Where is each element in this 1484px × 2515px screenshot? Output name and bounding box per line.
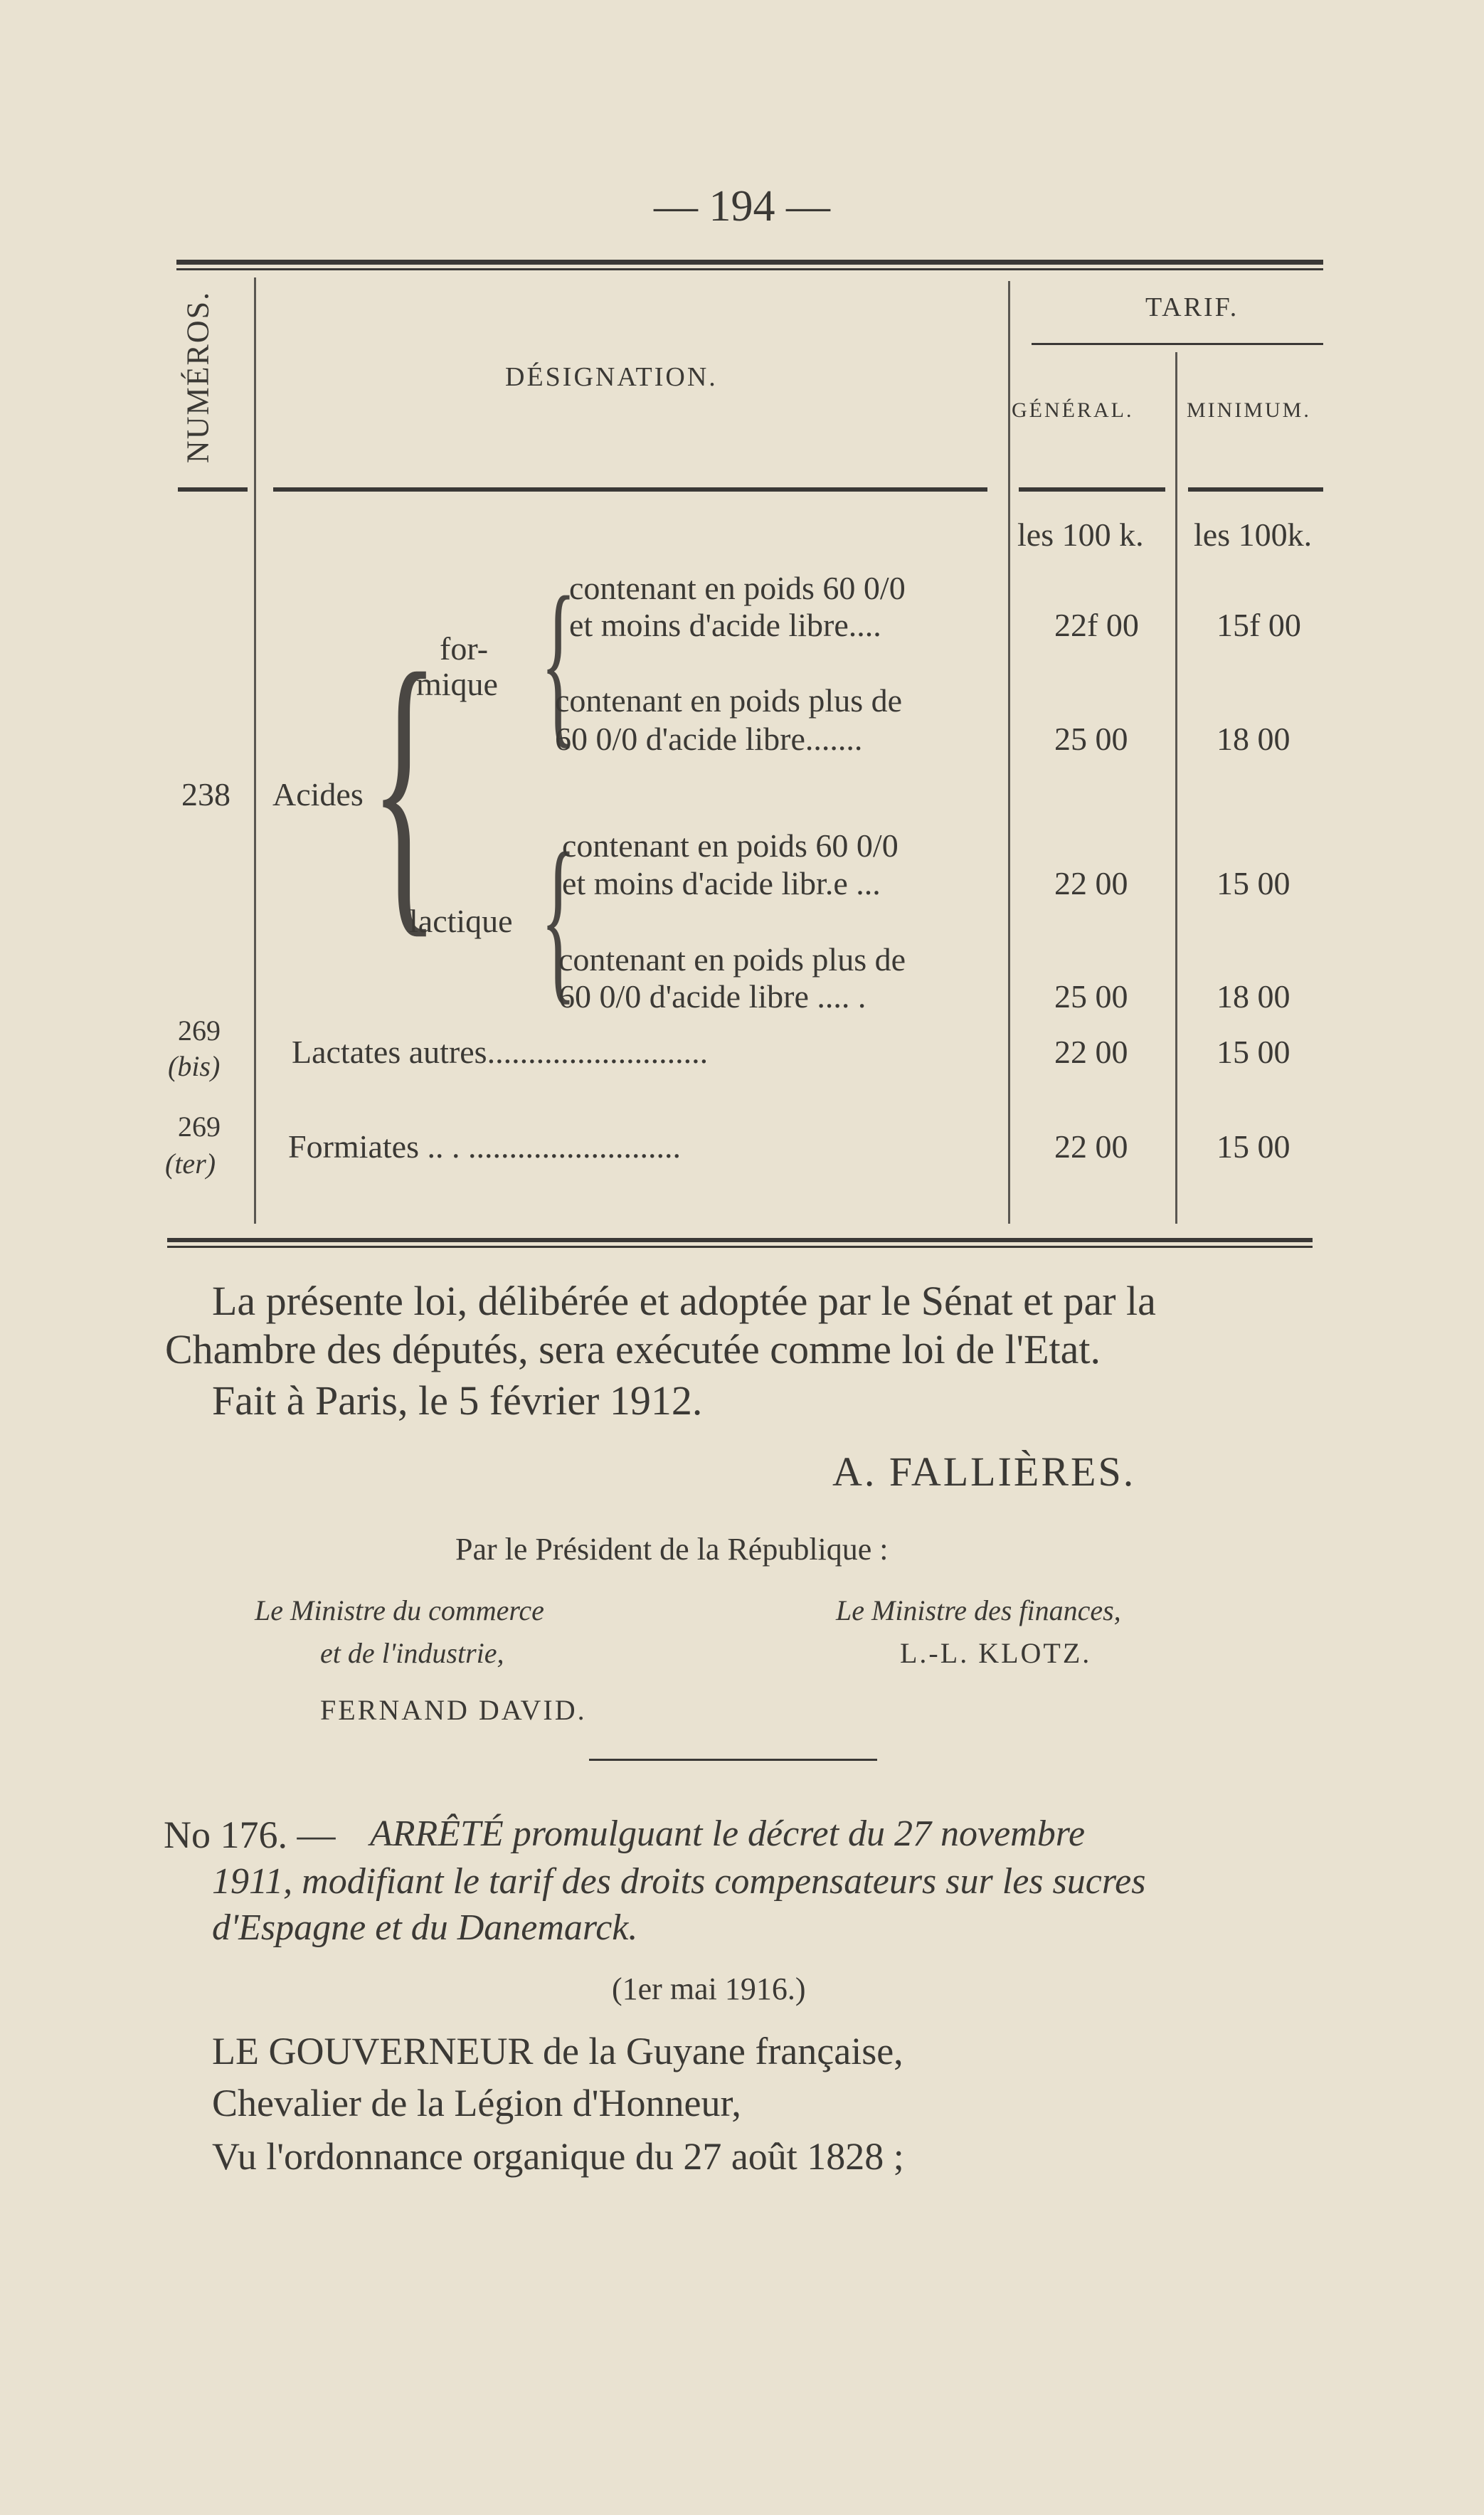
president-signature: A. FALLIÈRES. xyxy=(832,1449,1136,1495)
ordonnance-line: Vu l'ordonnance organique du 27 août 1828 ; xyxy=(212,2135,904,2178)
law-paragraph-line2: Chambre des députés, sera exécutée comme loi de l'Etat. xyxy=(165,1326,1101,1372)
row-suffix-ter: (ter) xyxy=(165,1148,216,1180)
row-number-269ter: 269 xyxy=(178,1111,221,1143)
minister-finances-title: Le Ministre des finances, xyxy=(836,1594,1121,1626)
header-designation: DÉSIGNATION. xyxy=(505,362,718,392)
header-tarif: TARIF. xyxy=(1145,292,1239,322)
lactique-row2-line2: 60 0/0 d'acide libre .... . xyxy=(558,978,866,1015)
table-top-rule xyxy=(176,260,1323,265)
label-formique-2: mique xyxy=(416,666,498,702)
header-rule-numeros xyxy=(178,487,248,492)
unit-general: les 100 k. xyxy=(1017,517,1144,553)
gouverneur-line: LE GOUVERNEUR de la Guyane française, xyxy=(212,2030,903,2072)
formique-row1-minimum: 15f 00 xyxy=(1217,607,1301,643)
header-general: GÉNÉRAL. xyxy=(1012,398,1134,422)
arrete-title-line1: ARRÊTÉ promulguant le décret du 27 novembre xyxy=(370,1814,1086,1854)
formique-row1-line1: contenant en poids 60 0/0 xyxy=(569,570,906,606)
formique-row2-line2: 60 0/0 d'acide libre....... xyxy=(555,721,863,757)
lactique-row1-line1: contenant en poids 60 0/0 xyxy=(562,827,899,864)
formique-row1-general: 22f 00 xyxy=(1054,607,1139,643)
lactique-row2-general: 25 00 xyxy=(1054,978,1128,1015)
brace-acides: { xyxy=(370,609,440,963)
designation-formiates: Formiates .. . .......................... xyxy=(288,1128,681,1165)
formiates-general: 22 00 xyxy=(1054,1128,1128,1165)
designation-lactates-autres: Lactates autres........................... xyxy=(292,1034,709,1070)
label-formique-1: for- xyxy=(440,630,489,667)
par-le-president: Par le Président de la République : xyxy=(455,1532,889,1567)
chevalier-line: Chevalier de la Légion d'Honneur, xyxy=(212,2082,741,2124)
label-lactique: lactique xyxy=(409,903,513,939)
done-at-paris: Fait à Paris, le 5 février 1912. xyxy=(212,1377,703,1424)
lactique-row2-minimum: 18 00 xyxy=(1217,978,1290,1015)
tarif-underline xyxy=(1032,343,1323,345)
formiates-minimum: 15 00 xyxy=(1217,1128,1290,1165)
lactique-row2-line1: contenant en poids plus de xyxy=(558,941,906,978)
formique-row2-general: 25 00 xyxy=(1054,721,1128,757)
unit-minimum: les 100k. xyxy=(1194,517,1313,553)
minister-finances-name: L.-L. KLOTZ. xyxy=(900,1637,1092,1669)
table-bottom-rule-thin xyxy=(167,1246,1313,1248)
header-rule-designation xyxy=(273,487,987,492)
header-rule-minimum xyxy=(1188,487,1323,492)
row-number-269bis: 269 xyxy=(178,1015,221,1047)
minister-commerce-title-2: et de l'industrie, xyxy=(320,1637,504,1669)
minister-commerce-name: FERNAND DAVID. xyxy=(320,1694,587,1726)
law-paragraph-line1: La présente loi, délibérée et adoptée par le Sénat et par la xyxy=(212,1278,1156,1324)
separator-rule xyxy=(589,1759,877,1761)
formique-row1-line2: et moins d'acide libre.... xyxy=(569,607,881,643)
row-suffix-bis: (bis) xyxy=(168,1050,221,1082)
arrete-date: (1er mai 1916.) xyxy=(612,1971,806,2006)
brace-formique: { xyxy=(541,559,576,764)
lactates-minimum: 15 00 xyxy=(1217,1034,1290,1070)
page-number: — 194 — xyxy=(654,182,830,231)
minister-commerce-title-1: Le Ministre du commerce xyxy=(255,1594,544,1626)
label-acides: Acides xyxy=(272,776,364,812)
header-rule-general xyxy=(1019,487,1165,492)
header-numeros: NUMÉROS. xyxy=(180,290,216,464)
lactique-row1-general: 22 00 xyxy=(1054,865,1128,901)
column-divider-3 xyxy=(1175,352,1177,1224)
table-top-rule-thin xyxy=(176,268,1323,270)
lactates-general: 22 00 xyxy=(1054,1034,1128,1070)
arrete-title-line2: 1911, modifiant le tarif des droits compensateurs sur les sucres xyxy=(212,1861,1146,1902)
arrete-title-line3: d'Espagne et du Danemarck. xyxy=(212,1907,638,1948)
lactique-row1-minimum: 15 00 xyxy=(1217,865,1290,901)
brace-lactique: { xyxy=(541,815,576,1020)
header-minimum: MINIMUM. xyxy=(1187,398,1311,422)
arrete-number: No 176. — xyxy=(164,1814,336,1856)
table-bottom-rule xyxy=(167,1238,1313,1242)
column-divider-2 xyxy=(1008,281,1010,1224)
formique-row2-minimum: 18 00 xyxy=(1217,721,1290,757)
formique-row2-line1: contenant en poids plus de xyxy=(555,682,903,719)
lactique-row1-line2: et moins d'acide libr.e ... xyxy=(562,865,881,901)
column-divider-1 xyxy=(254,277,256,1224)
row-number-238: 238 xyxy=(181,776,230,812)
